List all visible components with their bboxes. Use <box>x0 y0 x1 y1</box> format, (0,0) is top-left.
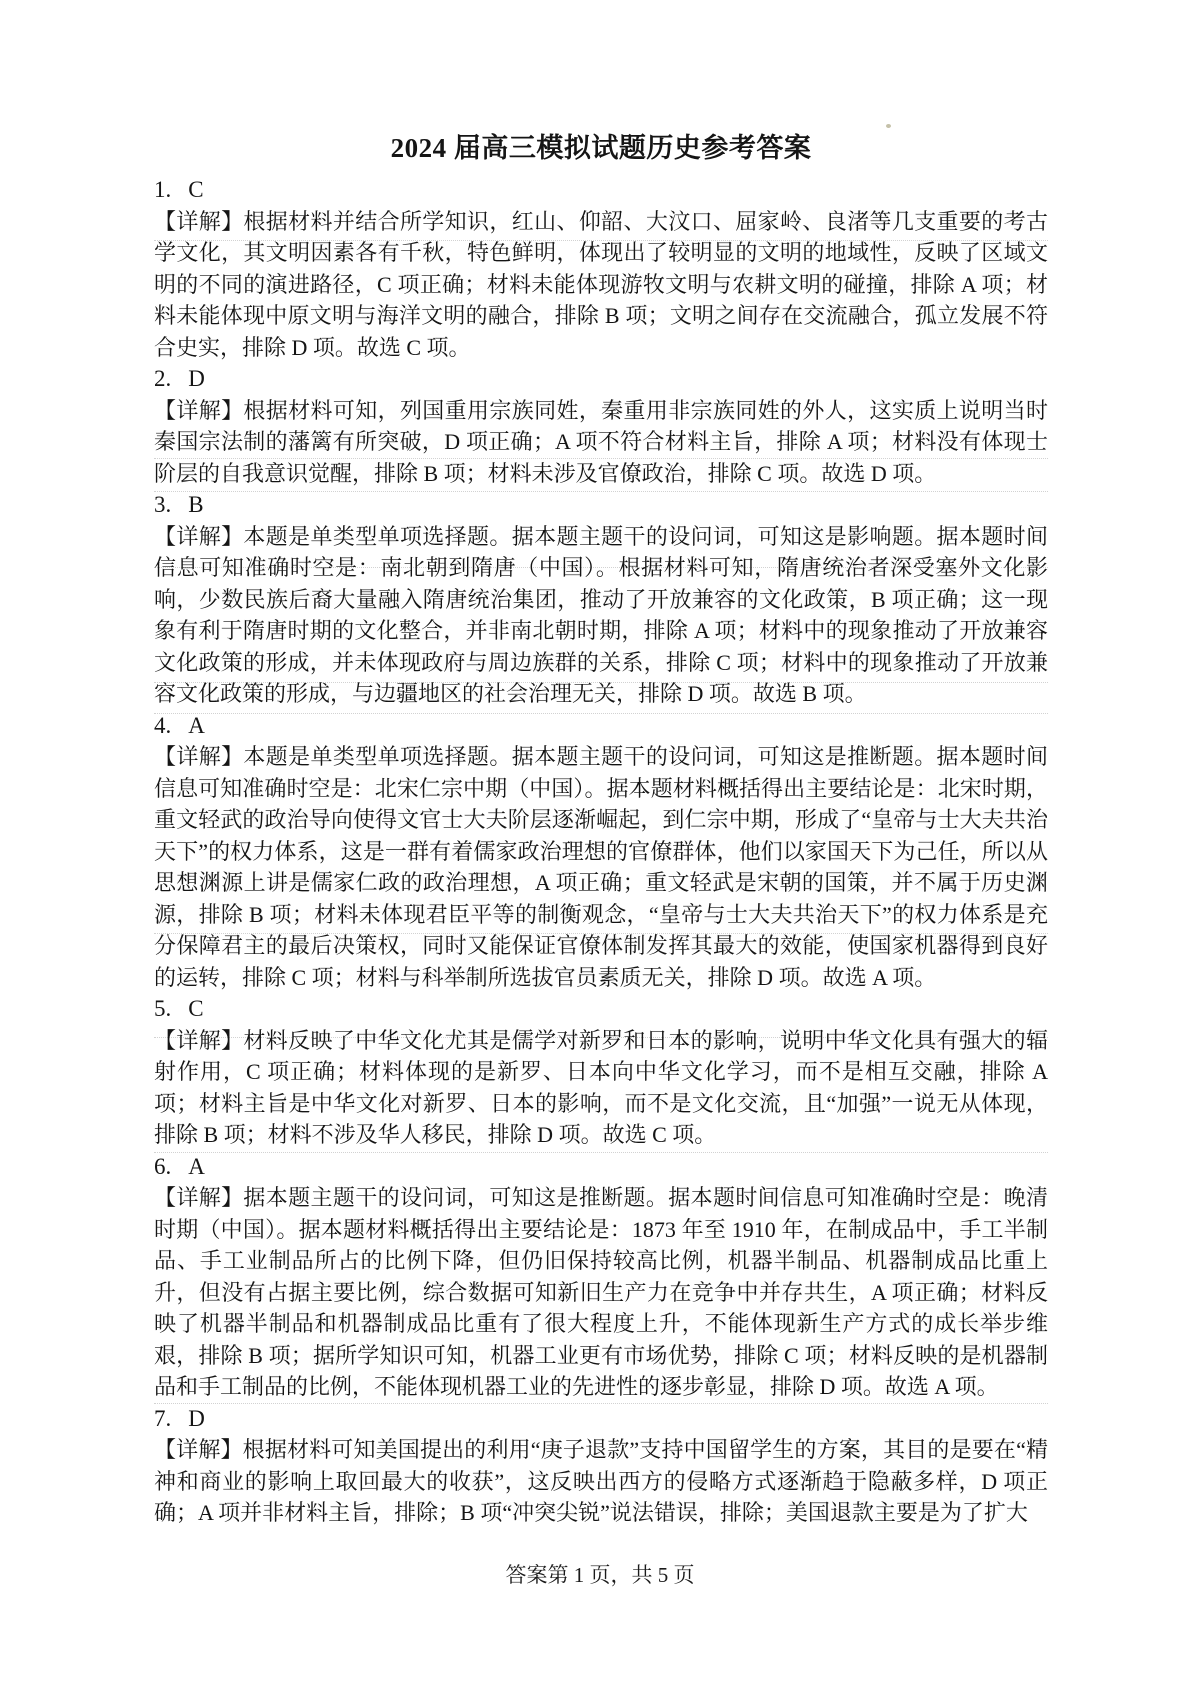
answer-header <box>154 174 1048 206</box>
answer-choice: A <box>188 1153 205 1179</box>
answer-item <box>154 489 1048 710</box>
answer-detail: 【详解】本题是单类型单项选择题。据本题主题干的设问词，可知这是影响题。据本题时间信息可知准确时空是：南北朝到隋唐（中国）。根据材料可知，隋唐统治者深受塞外文化影响，少数民族后裔大量融入隋唐统治集团，推动了开放兼容的文化政策，B 项正确；这一现象有利于隋唐时期的文化整合，并非南北朝时期，排除 A 项；材料中的现象推动了开放兼容文化政策的形成，并未体现政府与周边族群的关系，排除 C 项；材料中的现象推动了开放兼容文化政策的形成，与边疆地区的社会治理无关，排除 D 项。故选 B 项。 <box>154 523 1048 706</box>
answer-header <box>154 993 1048 1025</box>
answer-header <box>154 363 1048 395</box>
answer-detail: 【详解】据本题主题干的设问词，可知这是推断题。据本题时间信息可知准确时空是：晚清时期（中国）。据本题材料概括得出主要结论是：1873 年至 1910 年，在制成品中，手工半制品、手工业制品所占的比例下降，但仍旧保持较高比例，机器半制品、机器制成品比重上升，但没有占据主要比例，综合数据可知新旧生产力在竞争中并存共生，A 项正确；材料反映了机器半制品和机器制成品比重有了很大程度上升，不能体现新生产方式的成长举步维艰，排除 B 项；据所学知识可知，机器工业更有市场优势，排除 C 项；材料反映的是机器制品和手工制品的比例，不能体现机器工业的先进性的逐步彰显，排除 D 项。故选 A 项。 <box>154 1185 1048 1399</box>
answer-item <box>154 1403 1048 1529</box>
answer-choice: B <box>188 492 204 517</box>
answer-choice: C <box>188 177 204 202</box>
answer-number: 1. <box>154 177 172 202</box>
answer-number: 6. <box>154 1153 172 1179</box>
answer-header <box>154 1151 1048 1183</box>
answer-item <box>154 174 1048 363</box>
answer-number: 5. <box>154 996 172 1021</box>
answer-number: 2. <box>154 366 172 391</box>
answer-choice: D <box>188 366 205 391</box>
answer-item <box>154 710 1048 994</box>
answer-detail: 【详解】根据材料可知，列国重用宗族同姓，秦重用非宗族同姓的外人，这实质上说明当时秦国宗法制的藩篱有所突破，D 项正确；A 项不符合材料主旨，排除 A 项；材料没有体现士阶层的自我意识觉醒，排除 B 项；材料未涉及官僚政治，排除 C 项。故选 D 项。 <box>154 397 1048 486</box>
answer-detail: 【详解】根据材料可知美国提出的利用“庚子退款”支持中国留学生的方案，其目的是要在“精神和商业的影响上取回最大的收获”，这反映出西方的侵略方式逐渐趋于隐蔽多样，D 项正确；A 项并非材料主旨，排除；B 项“冲突尖锐”说法错误，排除；美国退款主要是为了扩大 <box>154 1437 1049 1525</box>
document-body <box>154 126 1048 1529</box>
answer-detail: 【详解】材料反映了中华文化尤其是儒学对新罗和日本的影响，说明中华文化具有强大的辐射作用，C 项正确；材料体现的是新罗、日本向中华文化学习，而不是相互交融，排除 A 项；材料主旨是中华文化对新罗、日本的影响，而不是文化交流，且“加强”一说无从体现，排除 B 项；材料不涉及华人移民，排除 D 项。故选 C 项。 <box>154 1027 1048 1147</box>
answer-item <box>154 1151 1048 1403</box>
answer-detail: 【详解】本题是单类型单项选择题。据本题主题干的设问词，可知这是推断题。据本题时间信息可知准确时空是：北宋仁宗中期（中国）。据本题材料概括得出主要结论是：北宋时期，重文轻武的政治导向使得文官士大夫阶层逐渐崛起，到仁宗中期，形成了“皇帝与士大夫共治天下”的权力体系，这是一群有着儒家政治理想的官僚群体，他们以家国天下为己任，所以从思想渊源上讲是儒家仁政的政治理想，A 项正确；重文轻武是宋朝的国策，并不属于历史渊源，排除 B 项；材料未体现君臣平等的制衡观念，“皇帝与士大夫共治天下”的权力体系是充分保障君主的最后决策权，同时又能保证官僚体制发挥其最大的效能，使国家机器得到良好的运转，排除 C 项；材料与科举制所选拔官员素质无关，排除 D 项。故选 A 项。 <box>154 744 1048 990</box>
answer-header <box>154 710 1048 742</box>
answer-item <box>154 993 1048 1151</box>
answer-choice: C <box>188 996 204 1021</box>
answer-number: 4. <box>154 712 172 738</box>
answer-number: 3. <box>154 492 172 517</box>
answer-header <box>154 489 1048 521</box>
page-footer: 答案第 1 页，共 5 页 <box>505 1563 695 1587</box>
answer-detail: 【详解】根据材料并结合所学知识，红山、仰韶、大汶口、屈家岭、良渚等几支重要的考古学文化，其文明因素各有千秋，特色鲜明，体现出了较明显的文明的地域性，反映了区域文明的不同的演进路径，C 项正确；材料未能体现游牧文明与农耕文明的碰撞，排除 A 项；材料未能体现中原文明与海洋文明的融合，排除 B 项；文明之间存在交流融合，孤立发展不符合史实，排除 D 项。故选 C 项。 <box>154 208 1048 360</box>
answer-choice: D <box>188 1405 205 1431</box>
answer-item <box>154 363 1048 489</box>
answer-choice: A <box>188 712 205 738</box>
answer-number: 7. <box>154 1405 172 1431</box>
answer-header <box>154 1403 1048 1435</box>
page-title: 2024 届高三模拟试题历史参考答案 <box>390 133 812 163</box>
